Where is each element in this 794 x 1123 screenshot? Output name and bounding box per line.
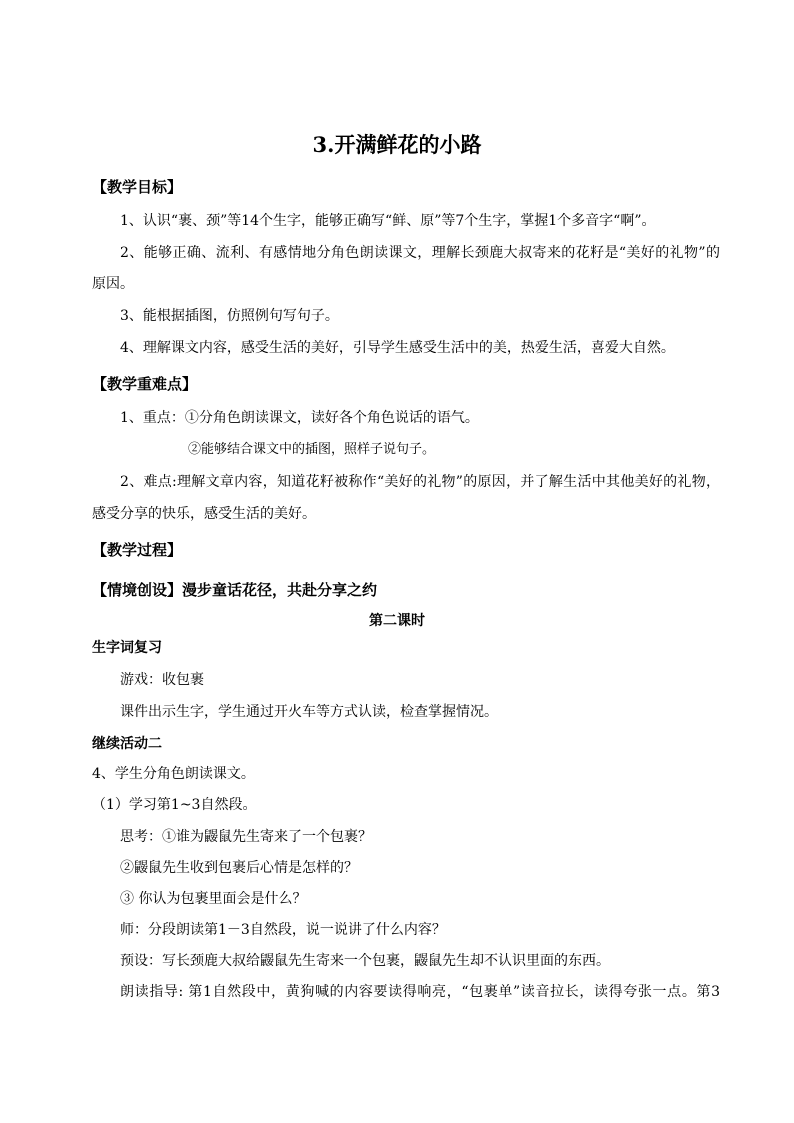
activity-item: ③ 你认为包裹里面会是什么？ [120, 891, 307, 907]
scene-heading: 【情境创设】漫步童话花径，共赴分享之约 [92, 581, 378, 599]
key-point-subitem: ②能够结合课文中的插图，照样子说句子。 [188, 442, 436, 457]
review-item: 课件出示生字，学生通过开火车等方式认读，检查掌握情况。 [120, 704, 498, 720]
section-heading-process: 【教学过程】 [92, 541, 183, 559]
review-item: 游戏：收包裹 [120, 672, 204, 688]
section-heading-objectives: 【教学目标】 [92, 178, 183, 196]
activity-item: 思考：①谁为鼹鼠先生寄来了一个包裹？ [120, 829, 372, 845]
objective-item: 3、能根据插图，仿照例句写句子。 [120, 308, 339, 324]
key-point-item-continued: 感受分享的快乐，感受生活的美好。 [92, 506, 316, 522]
section-heading-key-points: 【教学重难点】 [92, 375, 198, 393]
document-title: 3.开满鲜花的小路 [312, 132, 482, 157]
key-point-item: 2、难点:理解文章内容，知道花籽被称作“美好的礼物”的原因，并了解生活中其他美好的礼物， [120, 474, 720, 490]
objective-item: 1、认识“裹、颈”等14个生字，能够正确写“鲜、原”等7个生字，掌握1个多音字“啊”。 [120, 213, 656, 229]
activity-heading: 继续活动二 [92, 736, 162, 752]
activity-item: （1）学习第1~3自然段。 [92, 797, 257, 813]
activity-item: ②鼹鼠先生收到包裹后心情是怎样的？ [120, 860, 358, 876]
activity-item: 预设：写长颈鹿大叔给鼹鼠先生寄来一个包裹，鼹鼠先生却不认识里面的东西。 [120, 953, 610, 969]
activity-item: 4、学生分角色朗读课文。 [92, 766, 255, 782]
lesson-heading: 第二课时 [369, 613, 425, 629]
activity-item: 朗读指导: 第1自然段中，黄狗喊的内容要读得响亮，“包裹单”读音拉长，读得夸张一点。第3 [120, 984, 720, 1000]
review-heading: 生字词复习 [92, 640, 162, 656]
objective-item-continued: 原因。 [92, 276, 134, 292]
activity-item: 师：分段朗读第1－3自然段，说一说讲了什么内容？ [120, 922, 446, 938]
objective-item: 2、能够正确、流利、有感情地分角色朗读课文，理解长颈鹿大叔寄来的花籽是“美好的礼物”的 [120, 245, 720, 261]
key-point-item: 1、重点：①分角色朗读课文，读好各个角色说话的语气。 [120, 410, 479, 426]
objective-item: 4、理解课文内容，感受生活的美好，引导学生感受生活中的美，热爱生活，喜爱大自然。 [120, 340, 675, 356]
